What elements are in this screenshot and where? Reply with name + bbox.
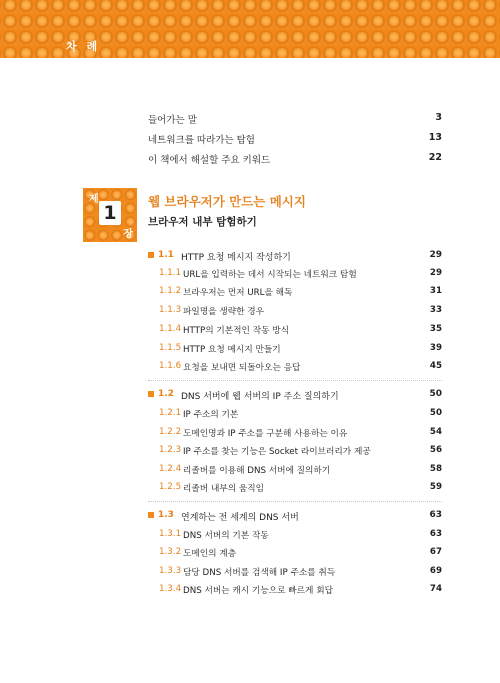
toc-intro-item[interactable] [148, 132, 442, 148]
subsection-title: DNS 서버의 기본 작동 [183, 531, 269, 541]
section-bullet-icon [148, 512, 154, 518]
subsection-title: 도메인의 계층 [183, 549, 237, 559]
chapter-badge-prefix: 제 [89, 194, 99, 205]
subsection-number: 1.3.1 [159, 529, 182, 539]
subsection-title: 리졸버를 이용해 DNS 서버에 질의하기 [183, 466, 331, 476]
toc-subsection[interactable] [148, 464, 442, 480]
subsection-number: 1.1.4 [159, 324, 182, 334]
toc-subsection[interactable] [148, 361, 442, 377]
subsection-page: 54 [429, 427, 442, 437]
subsection-number: 1.1.6 [159, 361, 182, 371]
section-bullet-icon [148, 252, 154, 258]
subsection-title: 리졸버 내부의 움직임 [183, 484, 265, 494]
toc-subsection[interactable] [148, 324, 442, 340]
section-page: 29 [429, 250, 442, 260]
toc-subsection[interactable] [148, 445, 442, 461]
chapter-badge-suffix: 장 [123, 229, 133, 240]
toc-intro-label: 이 책에서 해설할 주요 키워드 [148, 155, 271, 166]
subsection-page: 29 [429, 268, 442, 278]
subsection-page: 39 [429, 343, 442, 353]
subsection-number: 1.1.1 [159, 268, 182, 278]
toc-intro-item[interactable] [148, 152, 442, 168]
subsection-title: IP 주소의 기본 [183, 410, 239, 420]
subsection-title: 도메인명과 IP 주소를 구분해 사용하는 이유 [183, 429, 348, 439]
subsection-number: 1.1.5 [159, 343, 182, 353]
section-title: HTTP 요청 메시지 작성하기 [181, 253, 291, 263]
chapter-title: 웹 브라우저가 만드는 메시지 [148, 194, 306, 209]
section-bullet-icon [148, 391, 154, 397]
subsection-number: 1.1.2 [159, 286, 182, 296]
subsection-number: 1.1.3 [159, 305, 182, 315]
subsection-page: 69 [429, 566, 442, 576]
section-number: 1.2 [158, 389, 174, 399]
section-divider [148, 501, 442, 502]
toc-subsection[interactable] [148, 482, 442, 498]
subsection-page: 35 [429, 324, 442, 334]
toc-subsection[interactable] [148, 547, 442, 563]
subsection-title: 요청을 보내면 되돌아오는 응답 [183, 363, 301, 373]
toc-intro-label: 들어가는 말 [148, 115, 197, 126]
section-divider [148, 380, 442, 381]
header-band [0, 0, 500, 58]
toc-section[interactable] [148, 389, 442, 405]
toc-section[interactable] [148, 510, 442, 526]
subsection-page: 33 [429, 305, 442, 315]
toc-intro-page: 13 [428, 132, 442, 143]
subsection-page: 58 [429, 464, 442, 474]
section-title: DNS 서버에 웹 서버의 IP 주소 질의하기 [181, 392, 339, 402]
subsection-title: HTTP 요청 메시지 만들기 [183, 345, 281, 355]
toc-subsection[interactable] [148, 343, 442, 359]
toc-subsection[interactable] [148, 529, 442, 545]
toc-subsection[interactable] [148, 584, 442, 600]
toc-intro-page: 22 [428, 152, 442, 163]
toc-subsection[interactable] [148, 427, 442, 443]
subsection-title: IP 주소를 찾는 기능은 Socket 라이브러리가 제공 [183, 447, 371, 457]
chapter-badge [83, 188, 137, 242]
subsection-title: 담당 DNS 서버를 검색해 IP 주소를 취득 [183, 568, 336, 578]
subsection-title: 파일명을 생략한 경우 [183, 307, 265, 317]
toc-intro-item[interactable] [148, 112, 442, 128]
subsection-page: 63 [429, 529, 442, 539]
subsection-number: 1.2.5 [159, 482, 182, 492]
subsection-title: HTTP의 기본적인 작동 방식 [183, 326, 290, 336]
subsection-page: 31 [429, 286, 442, 296]
subsection-title: DNS 서버는 캐시 기능으로 빠르게 회답 [183, 586, 333, 596]
toc-subsection[interactable] [148, 408, 442, 424]
subsection-page: 67 [429, 547, 442, 557]
subsection-number: 1.2.4 [159, 464, 182, 474]
section-title: 연계하는 전 세계의 DNS 서버 [181, 513, 299, 523]
toc-subsection[interactable] [148, 286, 442, 302]
page-title: 차 례 [66, 40, 101, 53]
subsection-number: 1.3.4 [159, 584, 182, 594]
toc-intro-label: 네트워크를 따라가는 탐험 [148, 135, 255, 146]
subsection-number: 1.3.2 [159, 547, 182, 557]
subsection-number: 1.2.3 [159, 445, 182, 455]
subsection-page: 74 [429, 584, 442, 594]
subsection-title: URL을 입력하는 데서 시작되는 네트워크 탐험 [183, 270, 357, 280]
toc-subsection[interactable] [148, 566, 442, 582]
section-number: 1.1 [158, 250, 174, 260]
subsection-page: 56 [429, 445, 442, 455]
subsection-number: 1.2.2 [159, 427, 182, 437]
toc-subsection[interactable] [148, 268, 442, 284]
toc-section[interactable] [148, 250, 442, 266]
subsection-page: 45 [429, 361, 442, 371]
subsection-number: 1.2.1 [159, 408, 182, 418]
section-page: 50 [429, 389, 442, 399]
subsection-title: 브라우저는 먼저 URL을 해독 [183, 288, 293, 298]
subsection-page: 50 [429, 408, 442, 418]
section-page: 63 [429, 510, 442, 520]
toc-intro-page: 3 [435, 112, 442, 123]
subsection-page: 59 [429, 482, 442, 492]
chapter-number: 1 [99, 201, 121, 225]
subsection-number: 1.3.3 [159, 566, 182, 576]
toc-subsection[interactable] [148, 305, 442, 321]
chapter-subtitle: 브라우저 내부 탐험하기 [148, 216, 257, 228]
section-number: 1.3 [158, 510, 174, 520]
